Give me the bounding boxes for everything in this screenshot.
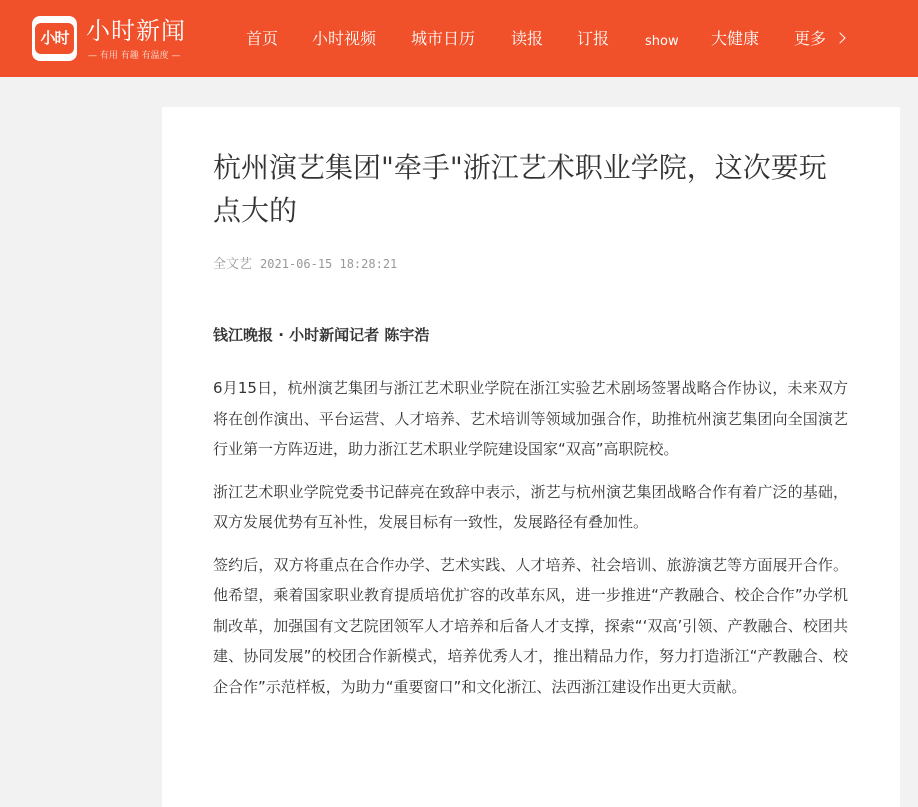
chevron-right-icon[interactable] <box>834 32 845 43</box>
nav-item-subscribe[interactable]: 订报 <box>577 29 610 48</box>
nav-item-read-paper[interactable]: 读报 <box>511 29 544 48</box>
logo[interactable] <box>32 16 77 61</box>
article-title: 杭州演艺集团"牵手"浙江艺术职业学院，这次要玩点大的 <box>213 151 827 227</box>
article-byline: 钱江晚报 · 小时新闻记者 陈宇浩 <box>213 326 430 344</box>
article-paragraph: 6月15日，杭州演艺集团与浙江艺术职业学院在浙江实验艺术剧场签署战略合作协议，未来双方将在创作演出、平台运营、人才培养、艺术培训等领域加强合作，助推杭州演艺集团向全国演艺行业第一方阵迈进，助力浙江艺术职业学院建设国家“双高”高职院校。 <box>213 379 848 458</box>
article-time: 2021-06-15 18:28:21 <box>260 257 398 271</box>
nav-item-video[interactable]: 小时视频 <box>312 29 377 48</box>
nav-item-show[interactable]: show <box>645 34 679 49</box>
logo-mark: 小时 <box>35 23 74 54</box>
nav-item-more[interactable]: 更多 <box>794 29 827 48</box>
article-paragraph: 浙江艺术职业学院党委书记薛亮在致辞中表示，浙艺与杭州演艺集团战略合作有着广泛的基础，双方发展优势有互补性，发展目标有一致性，发展路径有叠加性。 <box>213 482 848 531</box>
nav-item-home[interactable]: 首页 <box>246 29 279 48</box>
article-paragraph: 签约后，双方将重点在合作办学、艺术实践、人才培养、社会培训、旅游演艺等方面展开合作。他希望，乘着国家职业教育提质培优扩容的改革东风，进一步推进“产教融合、校企合作”办学机制改革，加强国有文艺院团领军人才培养和后备人才支撑，探索“‘双高’引领、产教融合、校团共建、协同发展”的校团合作新模式，培养优秀人才，推出精品力作，努力打造浙江“产教融合、校企合作”示范样板，为助力“重要窗口”和文化浙江、法西浙江建设作出更大贡献。 <box>213 555 848 696</box>
logo-name[interactable]: 小时新闻 <box>86 17 186 45</box>
article-source[interactable]: 全文艺 <box>213 257 253 272</box>
logo-slogan: — 有用 有趣 有温度 — <box>88 51 181 61</box>
nav-item-city-calendar[interactable]: 城市日历 <box>411 29 476 48</box>
article-panel <box>162 107 900 807</box>
article-body <box>213 373 848 714</box>
nav-item-health[interactable]: 大健康 <box>711 29 760 48</box>
site-header <box>0 0 918 77</box>
article-meta <box>213 255 397 274</box>
